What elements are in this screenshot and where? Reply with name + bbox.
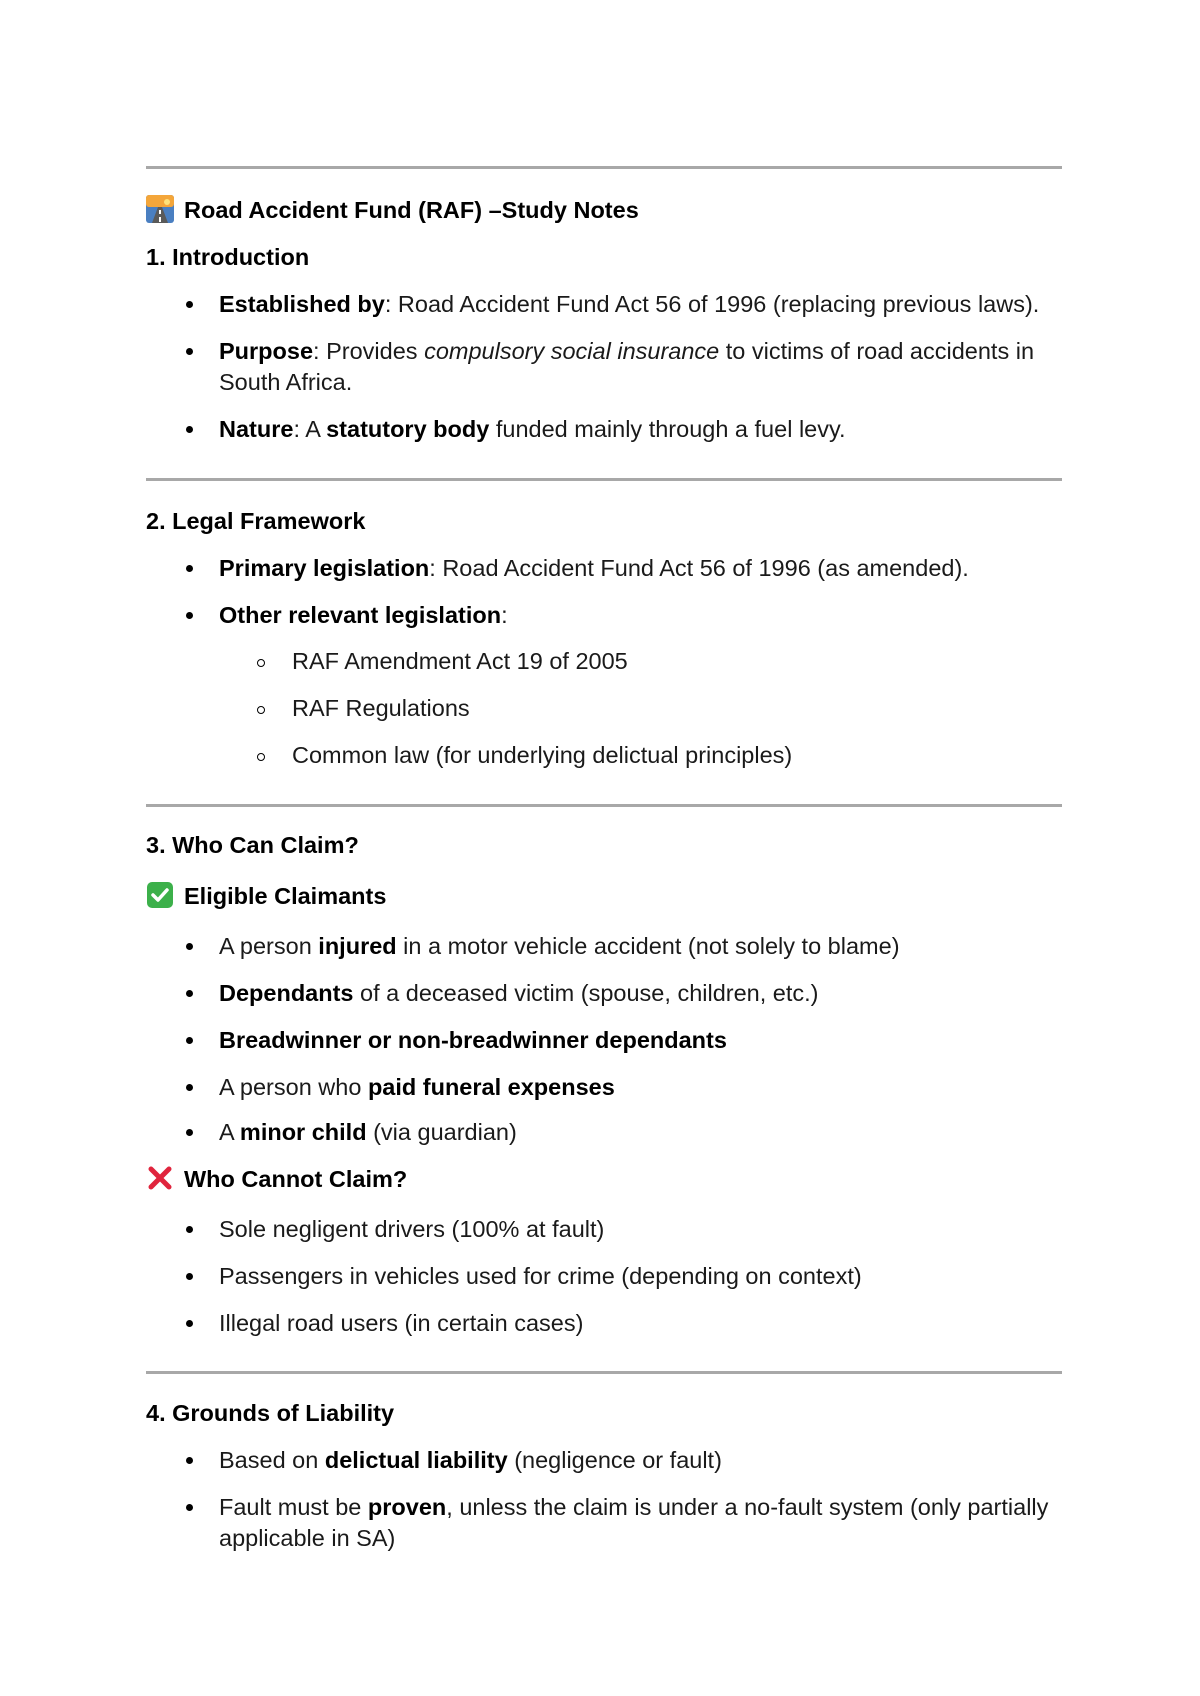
list-item-continuation: South Africa. <box>219 369 353 395</box>
bullet-icon <box>186 1457 193 1464</box>
bullet-icon <box>186 1129 193 1136</box>
road-sign-icon <box>146 195 174 223</box>
sub-list-item: RAF Regulations <box>292 695 470 721</box>
sub-list-item: RAF Amendment Act 19 of 2005 <box>292 648 628 674</box>
sub-bullet-icon <box>257 753 265 761</box>
horizontal-rule <box>146 1371 1062 1374</box>
list-item: A person injured in a motor vehicle accident (not solely to blame) <box>219 933 900 959</box>
sub-list-item: Common law (for underlying delictual principles) <box>292 742 793 768</box>
section-heading: 4. Grounds of Liability <box>146 1400 395 1426</box>
bullet-icon <box>186 943 193 950</box>
sub-bullet-icon <box>257 659 265 667</box>
horizontal-rule <box>146 804 1062 807</box>
list-item: Nature: A statutory body funded mainly through a fuel levy. <box>219 416 846 442</box>
section-heading: 3. Who Can Claim? <box>146 832 359 858</box>
list-item: Established by: Road Accident Fund Act 56 of 1996 (replacing previous laws). <box>219 291 1040 317</box>
bullet-icon <box>186 1084 193 1091</box>
bullet-icon <box>186 426 193 433</box>
bullet-icon <box>186 348 193 355</box>
list-item: Dependants of a deceased victim (spouse, children, etc.) <box>219 980 819 1006</box>
bullet-icon <box>186 612 193 619</box>
title-text: Road Accident Fund (RAF) –Study Notes <box>184 197 639 223</box>
sub-bullet-icon <box>257 706 265 714</box>
list-item: Sole negligent drivers (100% at fault) <box>219 1216 605 1242</box>
bullet-icon <box>186 301 193 308</box>
list-item: Illegal road users (in certain cases) <box>219 1310 584 1336</box>
section-heading: 1. Introduction <box>146 244 310 270</box>
list-item: A person who paid funeral expenses <box>219 1074 615 1100</box>
list-item: Breadwinner or non-breadwinner dependants <box>219 1027 727 1053</box>
bullet-icon <box>186 565 193 572</box>
document-title <box>146 195 639 226</box>
list-item: Other relevant legislation: <box>219 602 508 628</box>
bullet-icon <box>186 990 193 997</box>
subsection-heading: Eligible Claimants <box>146 881 386 912</box>
bullet-icon <box>186 1504 193 1511</box>
bullet-icon <box>186 1226 193 1233</box>
horizontal-rule <box>146 478 1062 481</box>
section-heading: 2. Legal Framework <box>146 508 366 534</box>
cross-mark-icon <box>146 1164 174 1192</box>
check-mark-icon <box>146 881 174 909</box>
list-item-continuation: applicable in SA) <box>219 1525 396 1551</box>
list-item: Primary legislation: Road Accident Fund Act 56 of 1996 (as amended). <box>219 555 969 581</box>
list-item: A minor child (via guardian) <box>219 1119 517 1145</box>
bullet-icon <box>186 1320 193 1327</box>
subsection-heading: Who Cannot Claim? <box>146 1164 407 1195</box>
horizontal-rule <box>146 166 1062 169</box>
list-item: Passengers in vehicles used for crime (depending on context) <box>219 1263 862 1289</box>
list-item: Based on delictual liability (negligence or fault) <box>219 1447 722 1473</box>
list-item: Fault must be proven, unless the claim is under a no-fault system (only partially <box>219 1494 1049 1520</box>
bullet-icon <box>186 1273 193 1280</box>
list-item: Purpose: Provides compulsory social insurance to victims of road accidents in <box>219 338 1035 364</box>
bullet-icon <box>186 1037 193 1044</box>
